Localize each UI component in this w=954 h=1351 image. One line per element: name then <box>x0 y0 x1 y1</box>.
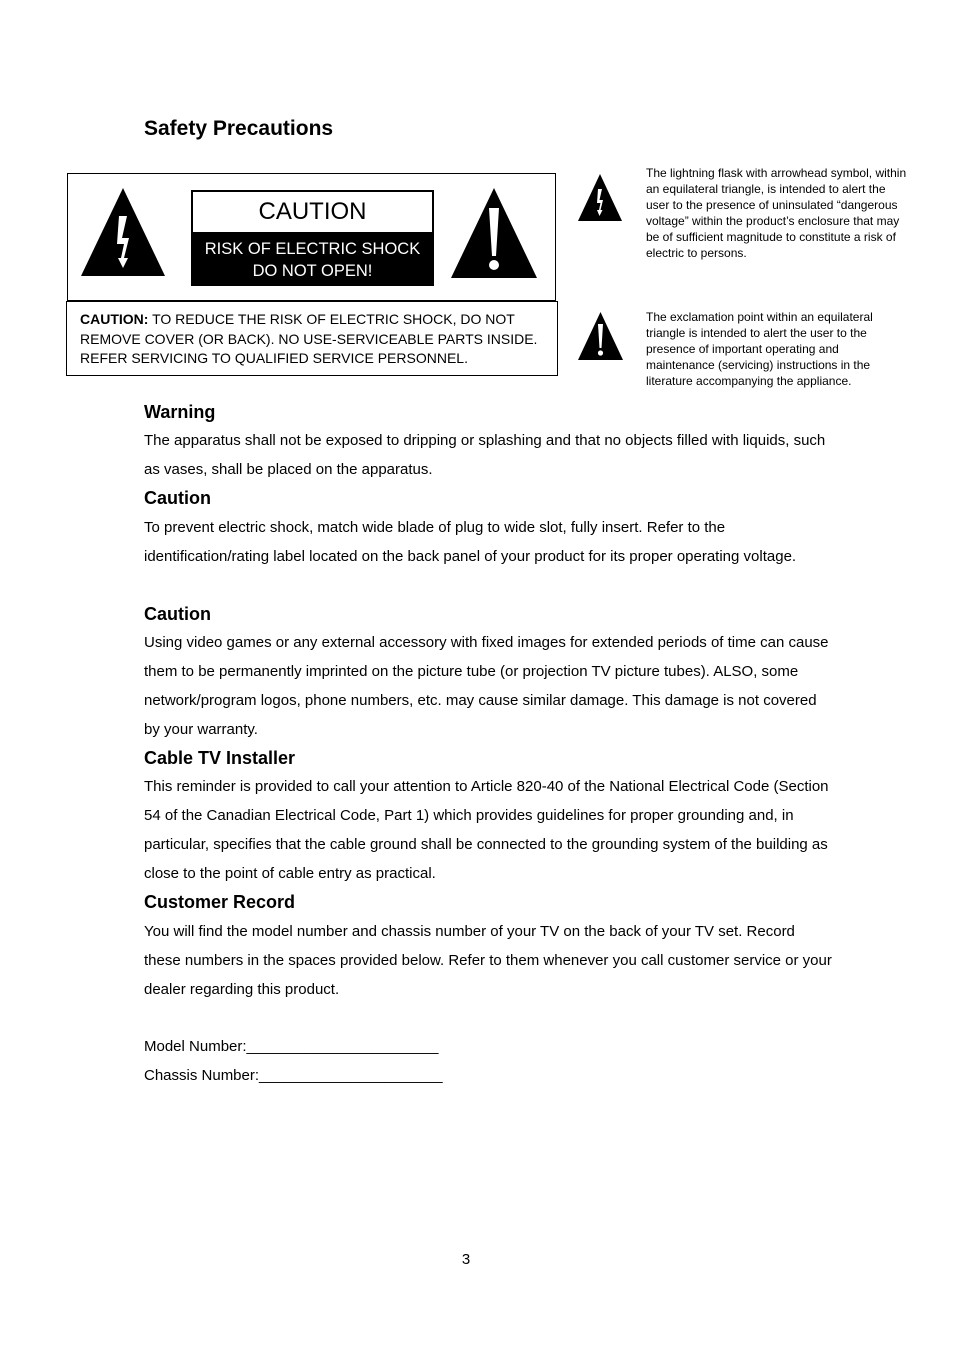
page-title: Safety Precautions <box>144 117 334 140</box>
caution-notice <box>66 301 558 376</box>
caution-label <box>191 190 434 286</box>
exclamation-symbol-description: The exclamation point within an equilateral triangle is intended to alert the user to the presence of important operating and maintenance (servicing) instructions in the literature accompanying the appliance. <box>646 310 873 388</box>
exclamation-symbol-icon <box>577 311 624 361</box>
section-heading: Customer Record <box>144 892 296 912</box>
section-heading: Caution <box>144 604 211 624</box>
section-body: This reminder is provided to call your attention to Article 820-40 of the National Electrical Code (Section 54 of the Canadian Electrical Code, Part 1) which provides guidelines for proper grounding and, in particular, specifies that the cable ground shall be connected to the grounding system of the building as close to the point of cable entry as practical. <box>144 778 829 882</box>
section-heading: Cable TV Installer <box>144 748 296 768</box>
model-number-field: Model Number:_______________________ <box>144 1038 439 1055</box>
page-number: 3 <box>461 1251 471 1268</box>
caution-label-line2: DO NOT OPEN! <box>252 262 373 280</box>
caution-label-warning <box>191 234 434 286</box>
caution-notice-prefix: CAUTION: <box>80 311 149 327</box>
caution-notice-text: TO REDUCE THE RISK OF ELECTRIC SHOCK, DO NOT REMOVE COVER (OR BACK). NO USE-SERVICEABLE PARTS INSIDE. REFER SERVICING TO QUALIFIED SERVICE PERSONNEL. <box>80 311 538 366</box>
section-body: Using video games or any external accessory with fixed images for extended periods of time can cause them to be permanently imprinted on the picture tube (or projection TV picture tubes). ALSO, some network/program logos, phone numbers, etc. may cause similar damage. This damage is not covered by your warranty. <box>144 634 829 738</box>
caution-label-line1: RISK OF ELECTRIC SHOCK <box>204 240 421 258</box>
chassis-number-field: Chassis Number:______________________ <box>144 1067 443 1084</box>
exclamation-triangle-icon <box>449 186 539 280</box>
section-body: The apparatus shall not be exposed to dripping or splashing and that no objects filled with liquids, such as vases, shall be placed on the apparatus. <box>144 432 826 478</box>
section-heading: Caution <box>144 488 211 508</box>
section-body: You will find the model number and chassis number of your TV on the back of your TV set. Record these numbers in the spaces provided below. Refer to them whenever you call customer service or your dealer regarding this product. <box>144 923 832 998</box>
lightning-triangle-icon <box>79 186 167 278</box>
lightning-symbol-description: The lightning flask with arrowhead symbol, within an equilateral triangle, is intended to alert the user to the presence of uninsulated “dangerous voltage” within the product’s enclosure that may be of sufficient magnitude to constitute a risk of electric to persons. <box>646 166 907 260</box>
caution-label-heading: CAUTION <box>191 190 434 234</box>
lightning-symbol-icon <box>577 173 623 222</box>
section-body: To prevent electric shock, match wide blade of plug to wide slot, fully insert. Refer to the identification/rating label located on the back panel of your product for its proper operating voltage. <box>144 519 797 565</box>
section-heading: Warning <box>144 402 216 422</box>
